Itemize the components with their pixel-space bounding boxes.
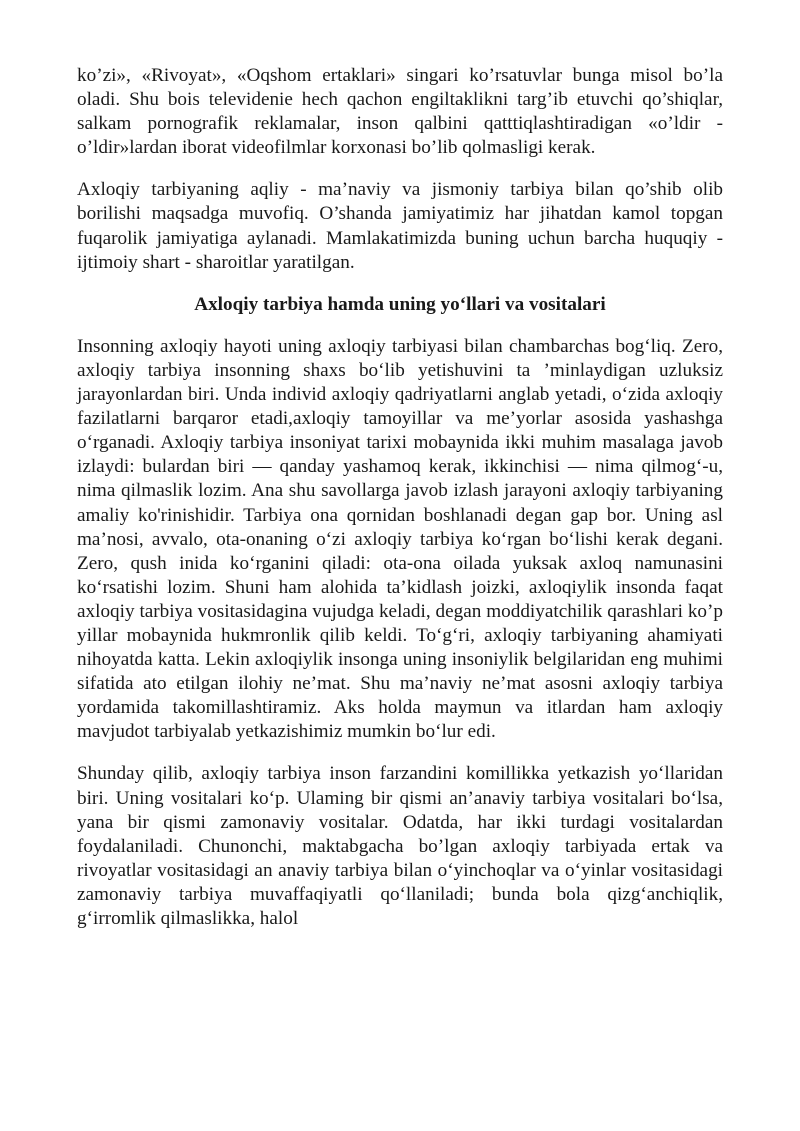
paragraph-4: Shunday qilib, axloqiy tarbiya inson farzandini komillikka yetkazish yo‘llaridan biri. Uning vositalari ko‘p. Ulaming bir qismi an’anaviy tarbiya vositalari bo‘lsa, yana bir qismi zamonaviy vositalar. Odatda, har ikki turdagi vositalardan foydalaniladi. Chunonchi, maktabgacha bo’lgan axloqiy tarbiyada ertak va rivoyatlar vositasidagi an anaviy tarbiya bilan o‘yinchoqlar va o‘yinlar vositasidagi zamonaviy tarbiya muvaffaqiyatli qo‘llaniladi; bunda bola qizg‘anchiqlik, g‘irromlik qilmaslikka, halol: [77, 763, 723, 929]
paragraph-3: Insonning axloqiy hayoti uning axloqiy tarbiyasi bilan chambarchas bog‘liq. Zero, axloqiy tarbiya insonning shaxs bo‘lib yetishuvini ta ’minlaydigan uzluksiz jarayonlardan biri. Unda individ axloqiy qadriyatlarni anglab yetadi, o‘zida axloqiy fazilatlarni barqaror etadi,axloqiy tamoyillar va me’yorlar asosida yashashga o‘rganadi. Axloqiy tarbiya insoniyat tarixi mobaynida ikki muhim masalaga javob izlaydi: bulardan biri — qanday yashamoq kerak, ikkinchisi — nima qilmog‘-u, nima qilmaslik lozim. Ana shu savollarga javob izlash jarayoni axloqiy tarbiyaning amaliy ko'rinishidir. Tarbiya ona qornidan boshlanadi degan gap bor. Uning asl ma’nosi, avvalo, ota-onaning o‘zi axloqiy tarbiya ko‘rgan bo‘lishi kerak degani. Zero, qush inida ko‘rganini qiladi: ota-ona oilada yuksak axloq namunasini ko‘rsatishi lozim. Shuni ham alohida ta’kidlash joizki, axloqiylik insonda faqat axloqiy tarbiya vositasidagina vujudga keladi, degan moddiyatchilik qarashlari ko’p yillar mobaynida hukmronlik qilib keldi. To‘g‘ri, axloqiy tarbiyaning ahamiyati nihoyatda katta. Lekin axloqiylik insonga uning insoniylik belgilaridan eng muhimi sifatida ato etilgan ilohiy ne’mat. Shu ma’naviy ne’mat asosni axloqiy tarbiya yordamida takomillashtiramiz. Aks holda maymun va itlardan ham axloqiy mavjudot tarbiyalab yetkazishimiz mumkin bo‘lur edi.: [77, 335, 723, 743]
paragraph-2: Axloqiy tarbiyaning aqliy - ma’naviy va jismoniy tarbiya bilan qo’shib olib borilishi maqsadga muvofiq. O’shanda jamiyatimiz har jihatdan kamol topgan fuqarolik jamiyatiga aylanadi. Mamlakatimizda buning uchun barcha huquqiy - ijtimoiy shart - sharoitlar yaratilgan.: [77, 179, 723, 273]
section-heading: Axloqiy tarbiya hamda uning yo‘llari va vositalari: [194, 293, 606, 315]
document-page: [77, 64, 723, 949]
paragraph-1: ko’zi», «Rivoyat», «Oqshom ertaklari» singari ko’rsatuvlar bunga misol bo’la oladi. Shu bois televidenie hech qachon engiltaklikni targ’ib etuvchi qo’shiqlar, salkam pornografik reklamalar, inson qalbini qatttiqlashtiradigan «o’ldir - o’ldir»lardan iborat videofilmlar korxonasi bo’lib qolmasligi kerak.: [77, 65, 723, 159]
